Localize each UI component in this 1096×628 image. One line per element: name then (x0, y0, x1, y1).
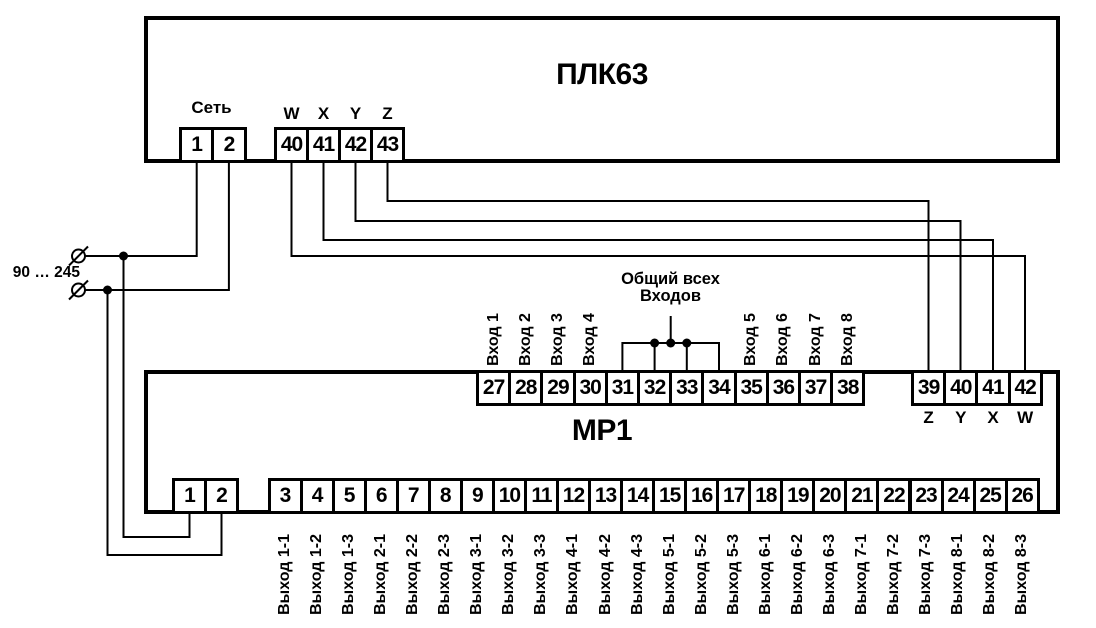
wire-supply-line2-to-plc2 (78, 160, 229, 290)
mr1-output-terminal-5: 5 (332, 478, 367, 514)
mr1-input-label-4: Вход 4 (581, 313, 599, 366)
junction-dot-icon (666, 339, 675, 348)
mr1-output-label-7-3: Выход 7-3 (917, 533, 935, 615)
mr1-output-terminal-7: 7 (396, 478, 431, 514)
wire-supply-line1-to-plc1 (78, 160, 197, 256)
mr1-output-terminal-16: 16 (684, 478, 719, 514)
mr1-output-terminal-23: 23 (909, 478, 944, 514)
junction-dots (103, 252, 691, 348)
mr1-output-label-4-2: Выход 4-2 (596, 533, 614, 615)
mr1-input-terminal-27: 27 (476, 370, 511, 406)
mr1-output-label-4-3: Выход 4-3 (628, 533, 646, 615)
mr1-input-label-2: Вход 2 (516, 313, 534, 366)
mr1-comm-terminal-41: 41 (975, 370, 1010, 406)
plc63-power-group-label: Сеть (191, 98, 232, 117)
mr1-output-terminal-20: 20 (812, 478, 847, 514)
mr1-output-terminal-22: 22 (876, 478, 911, 514)
mr1-comm-label-W: W (1017, 408, 1034, 427)
plc63-io-label-X: X (317, 104, 330, 123)
mr1-input-terminal-32: 32 (637, 370, 672, 406)
mr1-power-terminal-1: 1 (172, 478, 207, 514)
junction-dot-icon (103, 286, 112, 295)
mr1-output-label-8-2: Выход 8-2 (981, 533, 999, 615)
mr1-comm-terminal-42: 42 (1008, 370, 1043, 406)
mr1-title: МР1 (571, 414, 633, 447)
plc63-io-terminal-41: 41 (306, 127, 341, 163)
mr1-output-terminal-9: 9 (460, 478, 495, 514)
mr1-output-terminal-4: 4 (300, 478, 335, 514)
mr1-comm-label-X: X (987, 408, 999, 427)
mr1-comm-terminal-40: 40 (943, 370, 978, 406)
mr1-output-label-4-1: Выход 4-1 (564, 533, 582, 615)
mr1-input-terminal-34: 34 (701, 370, 736, 406)
mr1-output-terminal-6: 6 (364, 478, 399, 514)
mr1-input-terminal-38: 38 (830, 370, 865, 406)
mr1-input-terminal-37: 37 (798, 370, 833, 406)
wire-w (292, 160, 1026, 372)
mr1-output-label-5-1: Выход 5-1 (660, 533, 678, 615)
plc63-io-terminal-43: 43 (370, 127, 405, 163)
junction-dot-icon (650, 339, 659, 348)
plc63-io-terminal-42: 42 (338, 127, 373, 163)
common-inputs-label (610, 271, 731, 305)
mr1-output-terminal-11: 11 (524, 478, 559, 514)
mr1-output-terminal-14: 14 (620, 478, 655, 514)
mr1-input-terminal-28: 28 (508, 370, 543, 406)
mr1-output-label-1-3: Выход 1-3 (340, 533, 358, 615)
mr1-input-label-8: Вход 8 (838, 313, 856, 366)
mr1-input-label-7: Вход 7 (806, 313, 824, 366)
mr1-output-terminal-8: 8 (428, 478, 463, 514)
wire-x (324, 160, 994, 372)
mr1-output-terminal-25: 25 (973, 478, 1008, 514)
mr1-input-terminal-35: 35 (734, 370, 769, 406)
mr1-output-label-6-1: Выход 6-1 (756, 533, 774, 615)
mr1-input-terminal-29: 29 (540, 370, 575, 406)
mr1-output-terminal-12: 12 (556, 478, 591, 514)
mr1-output-label-2-2: Выход 2-2 (404, 533, 422, 615)
mr1-output-label-6-2: Выход 6-2 (788, 533, 806, 615)
mr1-output-label-6-3: Выход 6-3 (820, 533, 838, 615)
supply-voltage-label: 90 … 245 (12, 264, 80, 281)
common-inputs-label-line1: Общий всех (621, 270, 720, 288)
mr1-output-terminal-21: 21 (844, 478, 879, 514)
mr1-comm-label-Z: Z (923, 408, 934, 427)
plc63-io-label-W: W (283, 104, 300, 123)
mr1-output-terminal-26: 26 (1005, 478, 1040, 514)
mr1-output-label-7-1: Выход 7-1 (852, 533, 870, 615)
mr1-input-label-3: Вход 3 (549, 313, 566, 366)
mr1-input-label-5: Вход 5 (742, 313, 760, 366)
mr1-output-label-3-1: Выход 3-1 (468, 533, 486, 615)
mr1-input-label-6: Вход 6 (774, 313, 792, 366)
mr1-output-terminal-13: 13 (588, 478, 623, 514)
plc63-io-label-Y: Y (349, 104, 362, 123)
common-inputs-label-line2: Входов (639, 287, 702, 305)
plc63-power-terminal-2: 2 (211, 127, 246, 163)
mr1-input-terminal-33: 33 (669, 370, 704, 406)
mr1-input-label-1: Вход 1 (484, 313, 502, 366)
mr1-comm-terminal-39: 39 (911, 370, 946, 406)
junction-dot-icon (119, 252, 128, 261)
mr1-input-terminal-30: 30 (573, 370, 608, 406)
mr1-output-label-5-3: Выход 5-3 (724, 533, 742, 615)
mr1-output-label-3-2: Выход 3-2 (500, 533, 518, 615)
mr1-comm-label-Y: Y (955, 408, 967, 427)
plc63-title: ПЛК63 (556, 58, 648, 91)
mr1-output-label-3-3: Выход 3-3 (532, 533, 550, 615)
plc63-io-label-Z: Z (382, 104, 393, 123)
mr1-input-terminal-31: 31 (605, 370, 640, 406)
plc63-io-terminal-40: 40 (274, 127, 309, 163)
mr1-output-label-7-2: Выход 7-2 (884, 533, 902, 615)
mr1-output-terminal-17: 17 (716, 478, 751, 514)
mr1-output-label-1-2: Выход 1-2 (308, 533, 326, 615)
mr1-output-label-8-1: Выход 8-1 (949, 533, 967, 615)
mr1-output-label-5-2: Выход 5-2 (692, 533, 710, 615)
plc63-power-terminal-1: 1 (179, 127, 214, 163)
mr1-output-label-2-3: Выход 2-3 (436, 533, 454, 615)
mr1-output-terminal-24: 24 (941, 478, 976, 514)
mr1-output-label-1-1: Выход 1-1 (276, 533, 294, 615)
mr1-output-terminal-19: 19 (780, 478, 815, 514)
mr1-input-terminal-36: 36 (766, 370, 801, 406)
mr1-output-terminal-18: 18 (748, 478, 783, 514)
mr1-output-label-2-1: Выход 2-1 (372, 533, 390, 615)
mr1-output-terminal-15: 15 (652, 478, 687, 514)
mr1-output-terminal-3: 3 (268, 478, 303, 514)
mr1-power-terminal-2: 2 (204, 478, 239, 514)
mr1-output-label-8-3: Выход 8-3 (1013, 533, 1031, 615)
junction-dot-icon (682, 339, 691, 348)
mr1-output-terminal-10: 10 (492, 478, 527, 514)
